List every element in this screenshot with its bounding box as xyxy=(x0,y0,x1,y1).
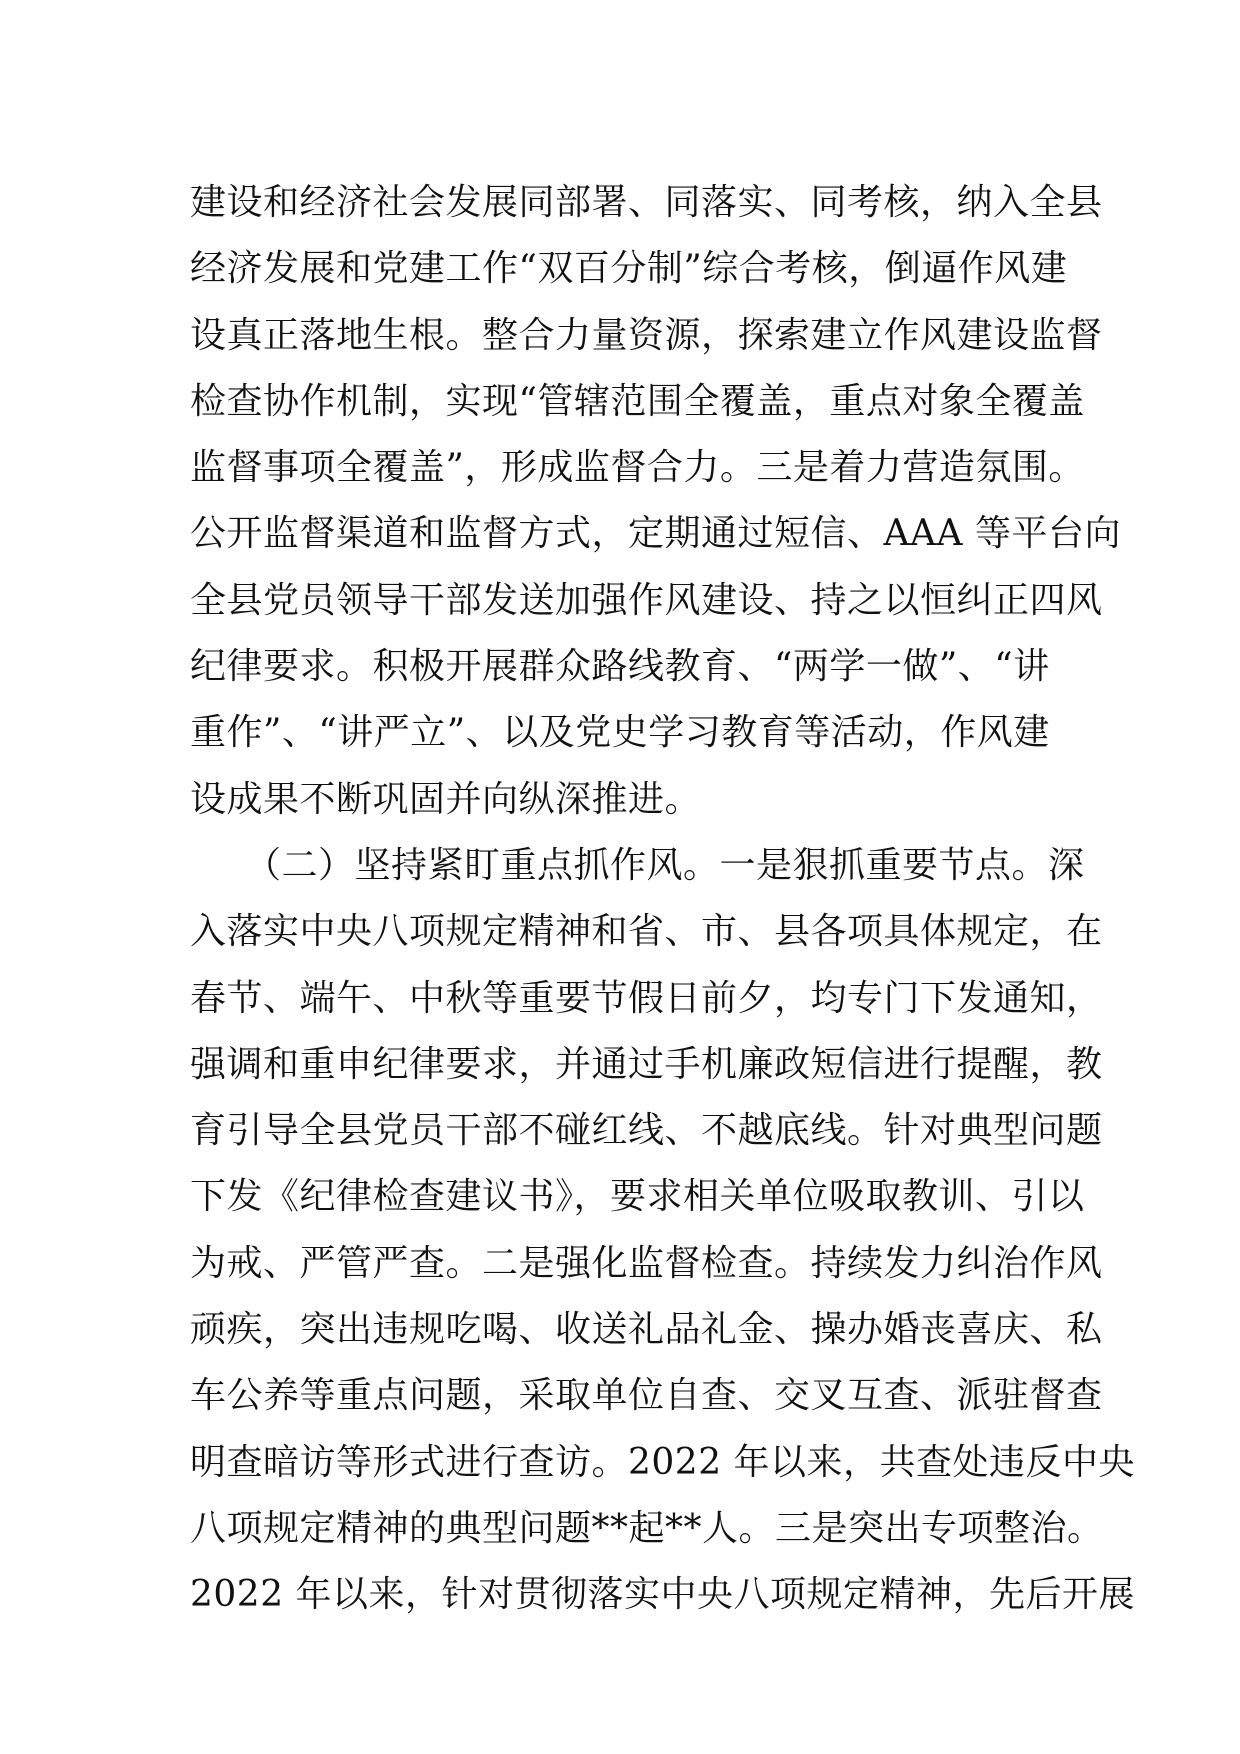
text-line: 监督事项全覆盖”，形成监督合力。三是着力营造氛围。 xyxy=(190,447,1085,489)
text-line: 全县党员领导干部发送加强作风建设、持之以恒纠正四风 xyxy=(190,579,1103,621)
text-line: 入落实中央八项规定精神和省、市、县各项具体规定，在 xyxy=(190,911,1103,953)
text-line: 强调和重申纪律要求，并通过手机廉政短信进行提醒，教 xyxy=(190,1043,1103,1085)
text-line: 重作”、“讲严立”、以及党史学习教育等活动，作风建 xyxy=(190,712,1050,754)
text-line: 育引导全县党员干部不碰红线、不越底线。针对典型问题 xyxy=(190,1110,1103,1152)
text-line: 顽疾，突出违规吃喝、收送礼品礼金、操办婚丧喜庆、私 xyxy=(190,1309,1103,1351)
text-line: 为戒、严管严查。二是强化监督检查。持续发力纠治作风 xyxy=(190,1242,1103,1284)
text-line: 设成果不断巩固并向纵深推进。 xyxy=(190,778,702,820)
text-line: 车公养等重点问题，采取单位自查、交叉互查、派驻督查 xyxy=(190,1375,1103,1417)
text-line: 建设和经济社会发展同部署、同落实、同考核，纳入全县 xyxy=(190,182,1103,223)
text-line: 设真正落地生根。整合力量资源，探索建立作风建设监督 xyxy=(190,314,1103,356)
text-line: 公开监督渠道和监督方式，定期通过短信、AAA 等平台向 xyxy=(190,513,1121,555)
text-line: 八项规定精神的典型问题**起**人。三是突出专项整治。 xyxy=(190,1507,1104,1549)
text-line: 纪律要求。积极开展群众路线教育、“两学一做”、“讲 xyxy=(190,646,1050,688)
body-text xyxy=(190,170,1136,1629)
text-line: 检查协作机制，实现“管辖范围全覆盖，重点对象全覆盖 xyxy=(190,380,1085,422)
text-line: 明查暗访等形式进行查访。2022 年以来，共查处违反中央 xyxy=(190,1441,1136,1483)
text-line: 春节、端午、中秋等重要节假日前夕，均专门下发通知， xyxy=(190,977,1103,1019)
text-line: 2022 年以来，针对贯彻落实中央八项规定精神，先后开展 xyxy=(190,1574,1136,1616)
text-line: 经济发展和党建工作“双百分制”综合考核，倒逼作风建 xyxy=(190,248,1068,290)
text-line: 下发《纪律检查建议书》，要求相关单位吸取教训、引以 xyxy=(190,1176,1085,1218)
section-heading-line: （二）坚持紧盯重点抓作风。一是狠抓重要节点。深 xyxy=(190,844,1085,886)
